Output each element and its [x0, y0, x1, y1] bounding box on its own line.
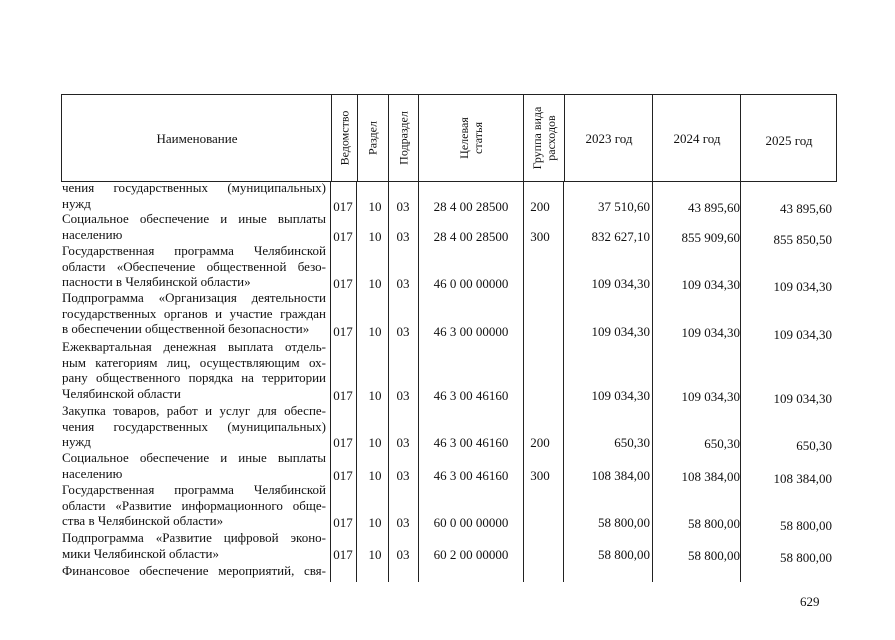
cell-razdel: 10: [368, 547, 382, 562]
row-name: [62, 482, 326, 529]
cell-razdel: 10: [368, 199, 382, 214]
row-name: [62, 211, 326, 242]
cell-celevaya: 46 0 00 00000: [433, 276, 509, 291]
cell-celevaya: 46 3 00 46160: [433, 435, 509, 450]
cell-podrazdel: 03: [396, 199, 410, 214]
cell-2024: 108 384,00: [681, 469, 740, 484]
row-name-line: нужд: [62, 434, 91, 450]
cell-vedomstvo: 017: [333, 276, 353, 291]
cell-razdel: 10: [368, 468, 382, 483]
row-name-line: Челябинской области: [62, 385, 181, 401]
cell-2025: 43 895,60: [780, 201, 832, 216]
cell-podrazdel: 03: [396, 468, 410, 483]
column-divider: [356, 182, 357, 582]
row-name: [62, 530, 326, 561]
header-2023-cell: [565, 95, 653, 181]
cell-2024: 109 034,30: [681, 277, 740, 292]
page-number: 629: [800, 594, 820, 609]
row-name-line: нужд: [62, 195, 91, 211]
cell-2023: 37 510,60: [598, 199, 650, 214]
row-name-line: чения государственных (муниципальных): [62, 180, 326, 195]
cell-vedomstvo: 017: [333, 468, 353, 483]
row-name-line: Социальное обеспечение и иные выплаты: [62, 211, 326, 226]
cell-celevaya: 46 3 00 46160: [433, 388, 509, 403]
cell-vedomstvo: 017: [333, 435, 353, 450]
cell-vedomstvo: 017: [333, 515, 353, 530]
cell-2024: 58 800,00: [688, 516, 740, 531]
header-celevaya: [457, 117, 485, 159]
header-name: Наименование: [156, 131, 238, 146]
row-name: [62, 180, 326, 211]
header-celevaya-cell: [419, 95, 524, 181]
column-divider: [652, 182, 653, 582]
row-name: [62, 243, 326, 290]
row-name-line: Подпрограмма «Организация деятельности: [62, 290, 326, 305]
cell-gruppa: 300: [530, 229, 550, 244]
row-name-line: Подпрограмма «Развитие цифровой эконо-: [62, 530, 326, 545]
cell-podrazdel: 03: [396, 324, 410, 339]
row-name-line: рану общественного порядка на территории: [62, 370, 326, 386]
row-name-line: пасности в Челябинской области»: [62, 274, 251, 290]
cell-celevaya: 46 3 00 46160: [433, 468, 509, 483]
row-name-line: Финансовое обеспечение мероприятий, свя-: [62, 563, 326, 578]
cell-2025: 108 384,00: [773, 471, 832, 486]
cell-razdel: 10: [368, 435, 382, 450]
row-name-line: в обеспечении общественной безопасности»: [62, 321, 310, 337]
cell-2025: 109 034,30: [773, 279, 832, 294]
cell-2025: 109 034,30: [773, 327, 832, 342]
row-name-line: государственных органов и участие граждан: [62, 305, 326, 321]
row-name-line: чения государственных (муниципальных): [62, 418, 326, 434]
row-name-line: области «Обеспечение общественной безо-: [62, 258, 326, 274]
cell-gruppa: 300: [530, 468, 550, 483]
cell-2024: 43 895,60: [688, 200, 740, 215]
cell-2023: 58 800,00: [598, 547, 650, 562]
cell-2023: 109 034,30: [591, 276, 650, 291]
cell-2025: 58 800,00: [780, 518, 832, 533]
header-vedomstvo: Ведомство: [337, 110, 351, 166]
cell-podrazdel: 03: [396, 229, 410, 244]
cell-podrazdel: 03: [396, 547, 410, 562]
cell-vedomstvo: 017: [333, 388, 353, 403]
row-name: [62, 563, 326, 579]
header-razdel: Раздел: [365, 121, 380, 155]
cell-celevaya: 60 2 00 00000: [433, 547, 509, 562]
table-header: [61, 94, 837, 182]
row-name-line: мики Челябинской области»: [62, 545, 220, 561]
row-name-line: населению: [62, 226, 123, 242]
row-name-line: Государственная программа Челябинской: [62, 482, 326, 497]
cell-2025: 58 800,00: [780, 550, 832, 565]
cell-2024: 650,30: [704, 436, 740, 451]
cell-vedomstvo: 017: [333, 229, 353, 244]
column-divider: [418, 182, 419, 582]
header-gruppa: [530, 107, 558, 170]
header-razdel-cell: [358, 95, 389, 181]
column-divider: [388, 182, 389, 582]
row-name-line: ства в Челябинской области»: [62, 513, 224, 529]
cell-gruppa: 200: [530, 199, 550, 214]
cell-razdel: 10: [368, 515, 382, 530]
row-name: [62, 290, 326, 337]
header-2024: 2024 год: [673, 131, 721, 146]
header-vedomstvo-cell: [332, 95, 358, 181]
header-2023: 2023 год: [585, 131, 633, 146]
cell-2023: 58 800,00: [598, 515, 650, 530]
row-name-line: Государственная программа Челябинской: [62, 243, 326, 258]
cell-2024: 109 034,30: [681, 389, 740, 404]
cell-2024: 855 909,60: [681, 230, 740, 245]
cell-celevaya: 28 4 00 28500: [433, 199, 509, 214]
row-name: [62, 403, 326, 450]
cell-podrazdel: 03: [396, 276, 410, 291]
cell-2023: 650,30: [614, 435, 650, 450]
row-name: [62, 450, 326, 481]
header-2025: 2025 год: [765, 133, 813, 148]
header-gruppa-line1: Группа вида: [530, 106, 544, 170]
header-celevaya-line1: Целевая: [457, 117, 471, 159]
row-name-line: Закупка товаров, работ и услуг для обеспе-: [62, 403, 326, 418]
cell-vedomstvo: 017: [333, 324, 353, 339]
cell-celevaya: 28 4 00 28500: [433, 229, 509, 244]
row-name-line: ным категориям лиц, осуществляющим ох-: [62, 354, 326, 370]
header-celevaya-line2: статья: [471, 122, 485, 154]
header-2025-cell: [741, 95, 837, 181]
cell-2023: 108 384,00: [591, 468, 650, 483]
header-podrazdel: Подраздел: [396, 111, 410, 165]
cell-razdel: 10: [368, 388, 382, 403]
cell-celevaya: 46 3 00 00000: [433, 324, 509, 339]
header-gruppa-cell: [524, 95, 565, 181]
cell-celevaya: 60 0 00 00000: [433, 515, 509, 530]
cell-2023: 109 034,30: [591, 324, 650, 339]
cell-razdel: 10: [368, 276, 382, 291]
header-2024-cell: [653, 95, 741, 181]
row-name: [62, 339, 326, 401]
cell-vedomstvo: 017: [333, 547, 353, 562]
cell-podrazdel: 03: [396, 435, 410, 450]
cell-razdel: 10: [368, 229, 382, 244]
row-name-line: области «Развитие информационного обще-: [62, 497, 326, 513]
cell-2023: 109 034,30: [591, 388, 650, 403]
cell-podrazdel: 03: [396, 388, 410, 403]
cell-2025: 109 034,30: [773, 391, 832, 406]
cell-2025: 650,30: [796, 438, 832, 453]
cell-gruppa: 200: [530, 435, 550, 450]
cell-2024: 58 800,00: [688, 548, 740, 563]
header-gruppa-line2: расходов: [544, 115, 558, 161]
header-name-cell: [62, 95, 332, 181]
cell-podrazdel: 03: [396, 515, 410, 530]
cell-razdel: 10: [368, 324, 382, 339]
cell-2023: 832 627,10: [591, 229, 650, 244]
row-name-line: Социальное обеспечение и иные выплаты: [62, 450, 326, 465]
header-podrazdel-cell: [389, 95, 419, 181]
row-name-line: Ежеквартальная денежная выплата отдель-: [62, 339, 326, 354]
column-divider: [523, 182, 524, 582]
row-name-line: населению: [62, 465, 123, 481]
cell-2024: 109 034,30: [681, 325, 740, 340]
column-divider: [563, 182, 564, 582]
column-divider: [740, 182, 741, 582]
cell-2025: 855 850,50: [773, 232, 832, 247]
cell-vedomstvo: 017: [333, 199, 353, 214]
